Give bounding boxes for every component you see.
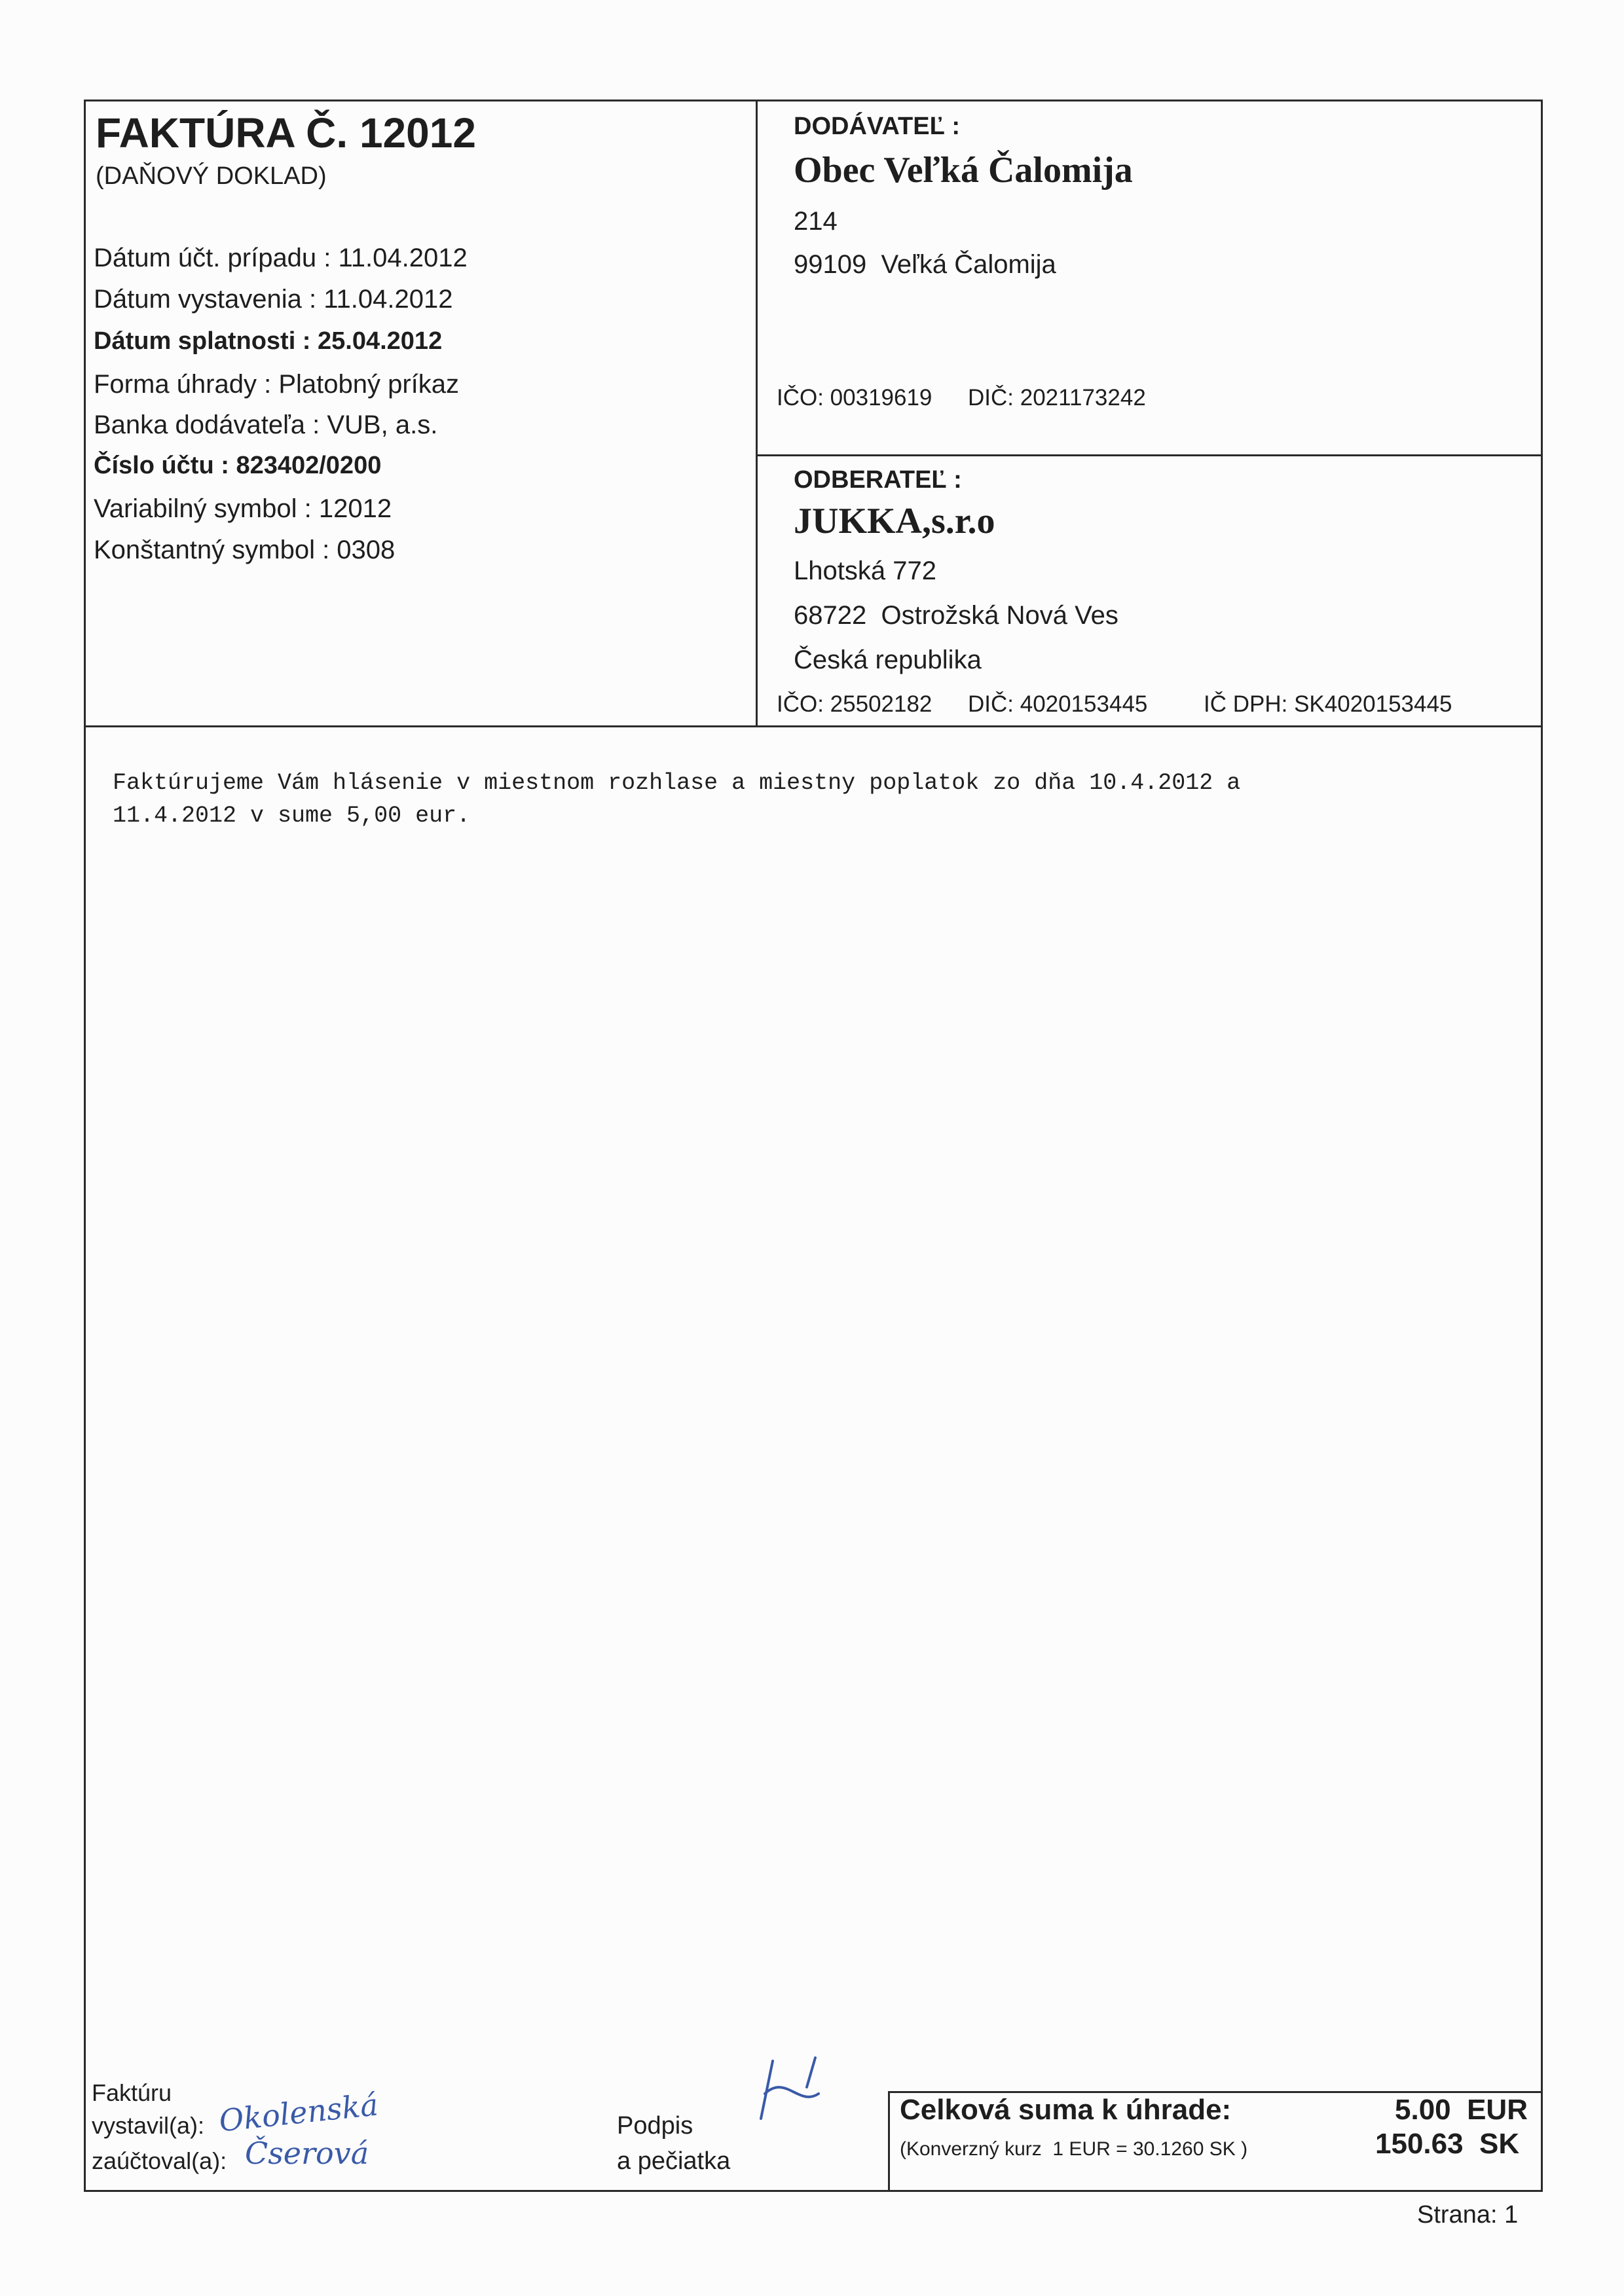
supplier-ico: IČO: 00319619 — [777, 385, 932, 410]
customer-name: JUKKA,s.r.o — [794, 501, 995, 541]
party-divider — [756, 454, 1543, 456]
customer-icdph: IČ DPH: SK4020153445 — [1204, 691, 1452, 717]
supplier-city: 99109 Veľká Čalomija — [794, 250, 1056, 279]
total-eur: 5.00 EUR — [1395, 2094, 1528, 2126]
footer-faktúru: Faktúru — [92, 2079, 172, 2106]
posted-by-label: zaúčtoval(a): — [92, 2147, 227, 2174]
supplier-street: 214 — [794, 207, 838, 236]
invoice-subtitle: (DAŇOVÝ DOKLAD) — [96, 162, 327, 190]
customer-ico: IČO: 25502182 — [777, 691, 932, 717]
total-box-left — [888, 2091, 890, 2192]
total-sk: 150.63 SK — [1375, 2128, 1520, 2160]
issued-by-signature: Okolenská — [217, 2086, 380, 2139]
invoice-line-0: Dátum účt. prípadu : 11.04.2012 — [94, 244, 468, 272]
posted-by-signature: Čserová — [245, 2136, 369, 2171]
customer-dic: DIČ: 4020153445 — [968, 691, 1148, 717]
issued-by-label: vystavil(a): — [92, 2112, 205, 2139]
header-bottom-line — [84, 725, 1543, 727]
body-line-2: 11.4.2012 v sume 5,00 eur. — [113, 803, 471, 829]
customer-country: Česká republika — [794, 646, 982, 674]
page-number: Strana: 1 — [1417, 2201, 1519, 2229]
customer-heading: ODBERATEĽ : — [794, 466, 962, 494]
sign-label-1: Podpis — [617, 2112, 693, 2140]
invoice-line-5: Číslo účtu : 823402/0200 — [94, 452, 382, 479]
footer-divider — [888, 2091, 1543, 2093]
customer-street: Lhotská 772 — [794, 556, 936, 585]
total-label: Celková suma k úhrade: — [900, 2094, 1232, 2126]
sign-label-2: a pečiatka — [617, 2147, 731, 2175]
invoice-line-3: Forma úhrady : Platobný príkaz — [94, 370, 460, 399]
invoice-line-1: Dátum vystavenia : 11.04.2012 — [94, 285, 453, 314]
invoice-line-2: Dátum splatnosti : 25.04.2012 — [94, 327, 443, 355]
header-divider — [756, 100, 758, 727]
invoice-line-4: Banka dodávateľa : VUB, a.s. — [94, 410, 438, 439]
conversion-rate: (Konverzný kurz 1 EUR = 30.1260 SK ) — [900, 2138, 1248, 2160]
invoice-line-7: Konštantný symbol : 0308 — [94, 536, 396, 564]
supplier-dic: DIČ: 2021173242 — [968, 385, 1146, 410]
body-line-1: Faktúrujeme Vám hlásenie v miestnom rozhlase a miestny poplatok zo dňa 10.4.2012 a — [113, 770, 1241, 796]
supplier-name: Obec Veľká Čalomija — [794, 150, 1133, 191]
signature-mark — [753, 2048, 838, 2126]
supplier-heading: DODÁVATEĽ : — [794, 113, 961, 140]
invoice-line-6: Variabilný symbol : 12012 — [94, 494, 392, 523]
invoice-title: FAKTÚRA Č. 12012 — [96, 109, 476, 156]
customer-city: 68722 Ostrožská Nová Ves — [794, 601, 1118, 630]
